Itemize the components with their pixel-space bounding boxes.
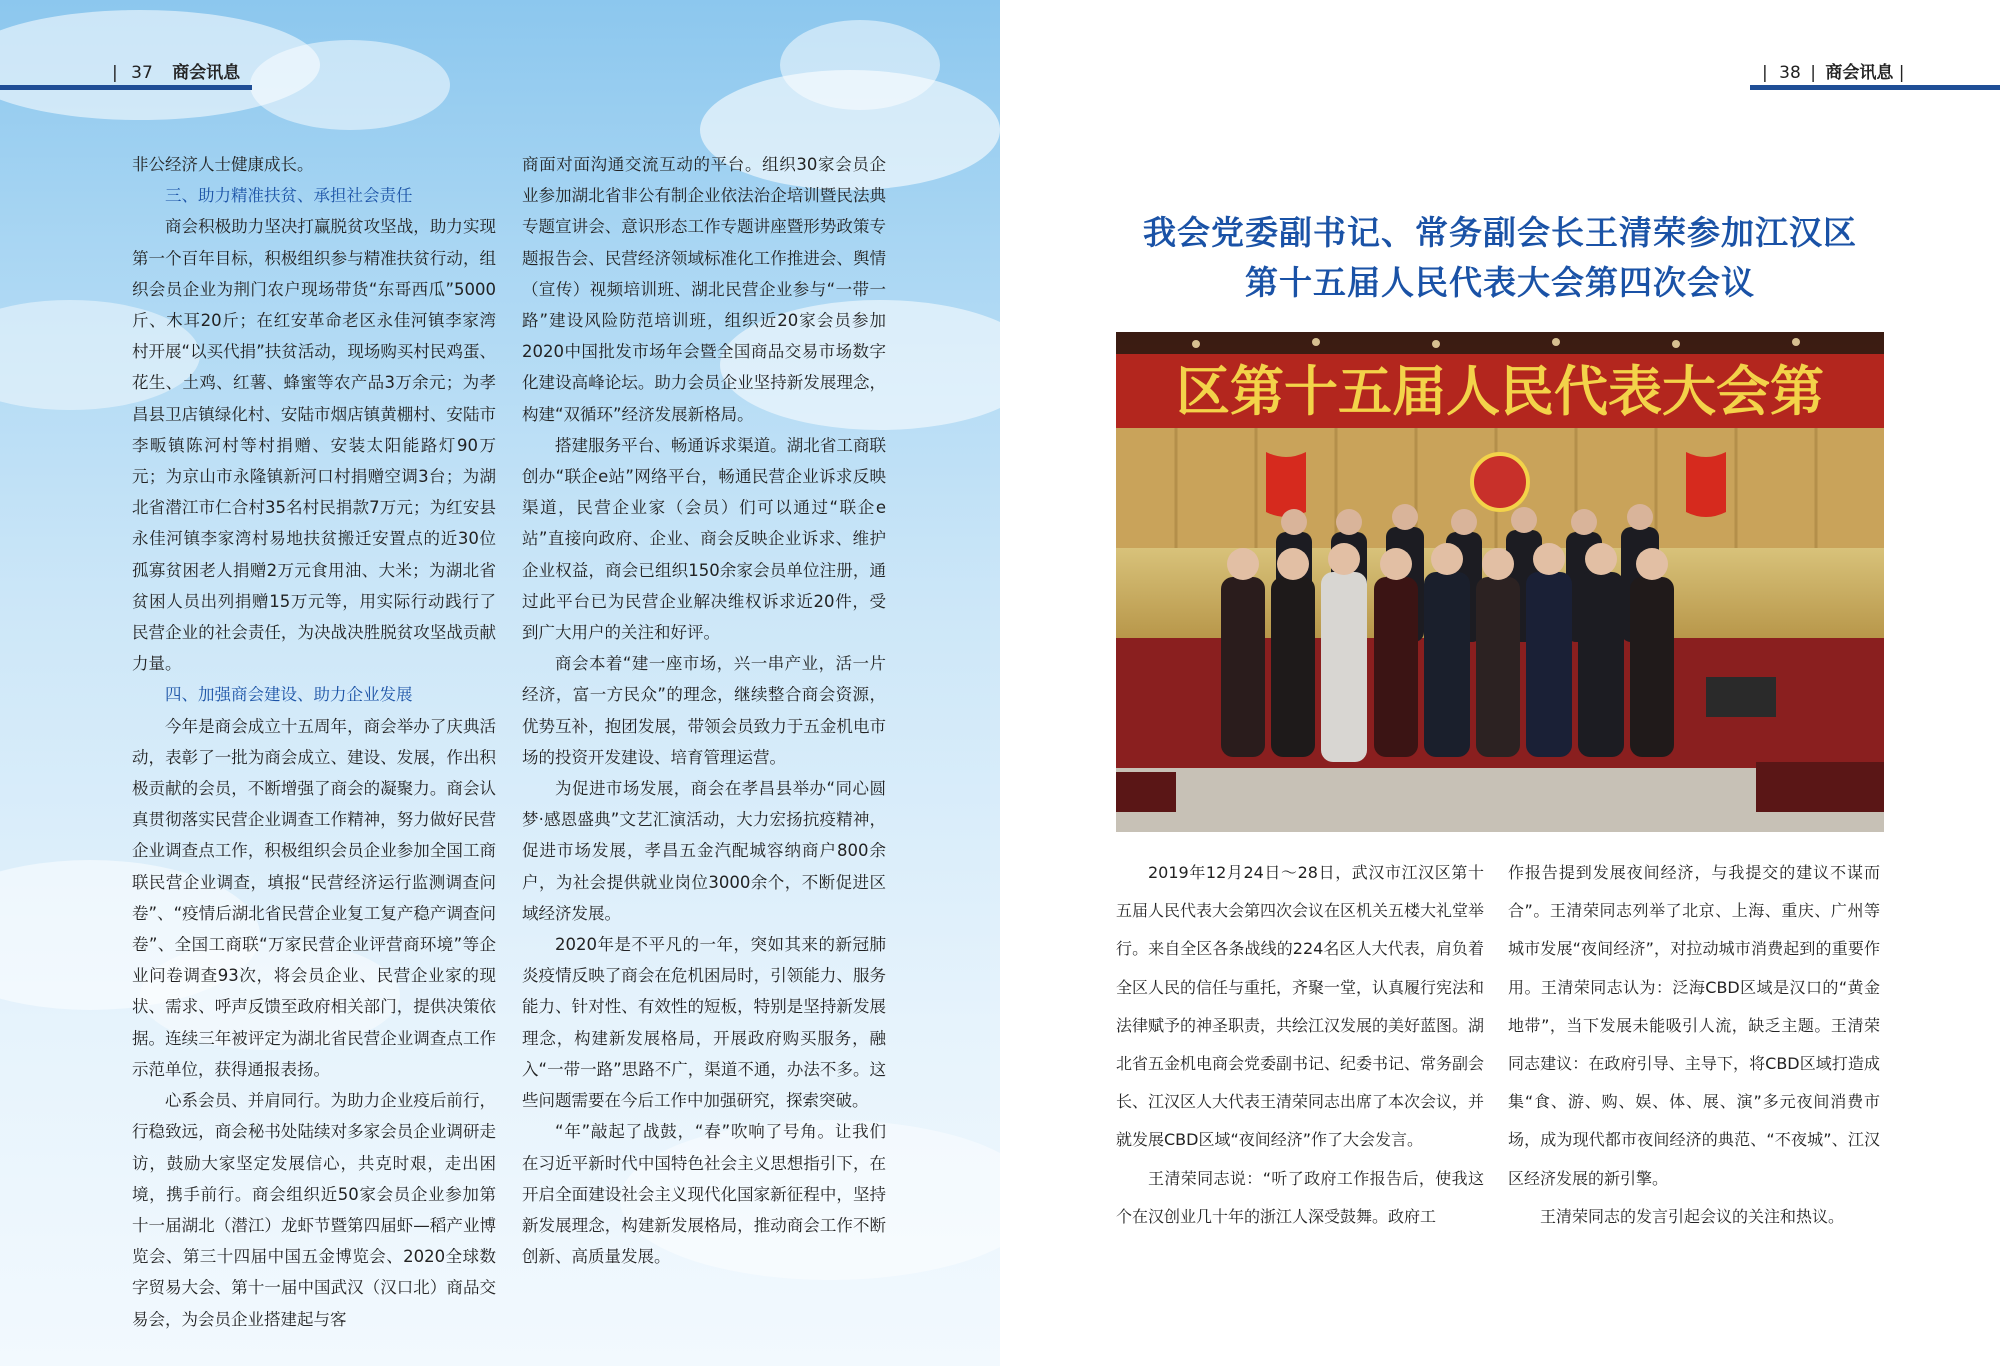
paragraph-continuation: 非公经济人士健康成长。 — [132, 155, 314, 174]
banner-text: 区第十五届人民代表大会第 — [1176, 360, 1824, 423]
page-number: 38 — [1779, 63, 1801, 83]
header-divider: | — [1762, 63, 1768, 83]
header-rule — [1750, 85, 2000, 90]
cloud-decoration — [780, 20, 940, 110]
cloud-decoration — [250, 40, 450, 130]
section-heading: 四、加强商会建设、助力企业发展 — [165, 685, 413, 705]
article-title-line1: 我会党委副书记、常务副会长王清荣参加江汉区 — [1143, 213, 1857, 252]
paragraph-continuation: 商面对面沟通交流互动的平台。组织30家会员企业参加湖北省非公有制企业依法治企培训暨民法典专题宣讲会、意识形态工作专题讲座暨形势政策专题报告会、民营经济领域标准化工作推进会、舆情（宣传）视频培训班、湖北民营企业参与“一带一路”建设风险防范培训班，组织近20家会员参加2020中国批发市场年会暨全国商品交易市场数字化建设高峰论坛。助力会员企业坚持新发展理念，构建“双循环”经济发展新格局。 — [522, 155, 886, 424]
header-rule — [0, 85, 252, 90]
page-number: 37 — [131, 63, 153, 83]
section-label: 商会讯息 — [1825, 63, 1894, 83]
header-divider: | — [1898, 63, 1905, 83]
paragraph: 2020年是不平凡的一年，突如其来的新冠肺炎疫情反映了商会在危机困局时，引领能力、服务能力、针对性、有效性的短板，特别是坚持新发展理念，构建新发展格局，开展政府购买服务，融入“一带一路”思路不广，渠道不通，办法不多。这些问题需要在今后工作中加强研究，探索突破。 — [522, 935, 886, 1111]
text-column — [132, 149, 496, 1335]
paragraph: “年”敲起了战鼓，“春”吹响了号角。让我们在习近平新时代中国特色社会主义思想指引下，在开启全面建设社会主义现代化国家新征程中，坚持新发展理念，构建新发展格局，推动商会工作不断创新、高质量发展。 — [522, 1122, 886, 1267]
paragraph: 商会积极助力坚决打赢脱贫攻坚战，助力实现第一个百年目标，积极组织参与精准扶贫行动，组织会员企业为荆门农户现场带货“东哥西瓜”5000斤、木耳20斤；在红安革命老区永佳河镇李家湾村开展“以买代捐”扶贫活动，现场购买村民鸡蛋、花生、土鸡、红薯、蜂蜜等农产品3万余元；为孝昌县卫店镇绿化村、安陆市烟店镇黄棚村、安陆市李畈镇陈河村等村捐赠、安装太阳能路灯90万元；为京山市永隆镇新河口村捐赠空调3台；为湖北省潜江市仁合村35名村民捐款7万元；为红安县永佳河镇李家湾村易地扶贫搬迁安置点的近30位孤寡贫困老人捐赠2万元食用油、大米；为湖北省贫困人员出列捐赠15万元等，用实际行动践行了民营企业的社会责任，为决战决胜脱贫攻坚战贡献力量。 — [132, 217, 496, 674]
text-column — [522, 149, 886, 1272]
emblem-icon — [1472, 454, 1528, 510]
photo-illustration — [1116, 332, 1884, 832]
header-divider: | — [112, 63, 118, 83]
page-header — [1762, 58, 1904, 83]
paragraph: 搭建服务平台、畅通诉求渠道。湖北省工商联创办“联企e站”网络平台，畅通民营企业诉求反映渠道，民营企业家（会员）们可以通过“联企e站”直接向政府、企业、商会反映企业诉求、维护企业权益，商会已组织150余家会员单位注册，通过此平台已为民营企业解决维权诉求近20件，受到广大用户的关注和好评。 — [522, 435, 886, 643]
paragraph: 商会本着“建一座市场，兴一串产业，活一片经济，富一方民众”的理念，继续整合商会资源，优势互补，抱团发展，带领会员致力于五金机电市场的投资开发建设、培育管理运营。 — [522, 654, 886, 767]
paragraph: 王清荣同志的发言引起会议的关注和热议。 — [1540, 1206, 1845, 1226]
section-label: 商会讯息 — [172, 63, 241, 83]
header-divider: | — [1810, 63, 1816, 83]
text-column — [1116, 854, 1484, 1236]
paragraph: 王清荣同志说：“听了政府工作报告后，使我这个在汉创业几十年的浙江人深受鼓舞。政府工 — [1116, 1168, 1484, 1226]
paragraph: 今年是商会成立十五周年，商会举办了庆典活动，表彰了一批为商会成立、建设、发展，作出积极贡献的会员，不断增强了商会的凝聚力。商会认真贯彻落实民营企业调查工作精神，努力做好民营企业调查点工作，积极组织会员企业参加全国工商联民营企业调查，填报“民营经济运行监测调查问卷”、“疫情后湖北省民营企业复工复产稳产调查问卷”、全国工商联“万家民营企业评营商环境”等企业问卷调查93次，将会员企业、民营企业家的现状、需求、呼声反馈至政府相关部门，提供决策依据。连续三年被评定为湖北省民营企业调查点工作示范单位，获得通报表扬。 — [132, 716, 496, 1079]
paragraph: 心系会员、并肩同行。为助力企业疫后前行，行稳致远，商会秘书处陆续对多家会员企业调研走访，鼓励大家坚定发展信心，共克时艰，走出困境，携手前行。商会组织近50家会员企业参加第十一届湖北（潜江）龙虾节暨第四届虾—稻产业博览会、第三十四届中国五金博览会、2020全球数字贸易大会、第十一届中国武汉（汉口北）商品交易会，为会员企业搭建起与客 — [132, 1091, 496, 1329]
paragraph: 为促进市场发展，商会在孝昌县举办“同心圆梦·感恩盛典”文艺汇演活动，大力宏扬抗疫精神，促进市场发展，孝昌五金汽配城容纳商户800余户，为社会提供就业岗位3000余个，不断促进区域经济发展。 — [522, 779, 886, 923]
article-title-line2: 第十五届人民代表大会第四次会议 — [1245, 263, 1755, 302]
section-heading: 三、助力精准扶贫、承担社会责任 — [165, 186, 413, 206]
page-header — [112, 58, 240, 83]
paragraph: 2019年12月24日～28日，武汉市江汉区第十五届人民代表大会第四次会议在区机关五楼大礼堂举行。来自全区各条战线的224名区人大代表，肩负着全区人民的信任与重托，齐聚一堂，认真履行宪法和法律赋予的神圣职责，共绘江汉发展的美好蓝图。湖北省五金机电商会党委副书记、纪委书记、常务副会长、江汉区人大代表王清荣同志出席了本次会议，并就发展CBD区域“夜间经济”作了大会发言。 — [1116, 863, 1485, 1150]
text-column — [1508, 854, 1880, 1236]
group-photo — [1116, 332, 1884, 832]
paragraph-continuation: 作报告提到发展夜间经济，与我提交的建议不谋而合”。王清荣同志列举了北京、上海、重庆、广州等城市发展“夜间经济”，对拉动城市消费起到的重要作用。王清荣同志认为：泛海CBD区域是汉口的“黄金地带”，当下发展未能吸引人流，缺乏主题。王清荣同志建议：在政府引导、主导下，将CBD区域打造成集“食、游、购、娱、体、展、演”多元夜间消费市场，成为现代都市夜间经济的典范、“不夜城”、江汉区经济发展的新引擎。 — [1508, 863, 1880, 1188]
